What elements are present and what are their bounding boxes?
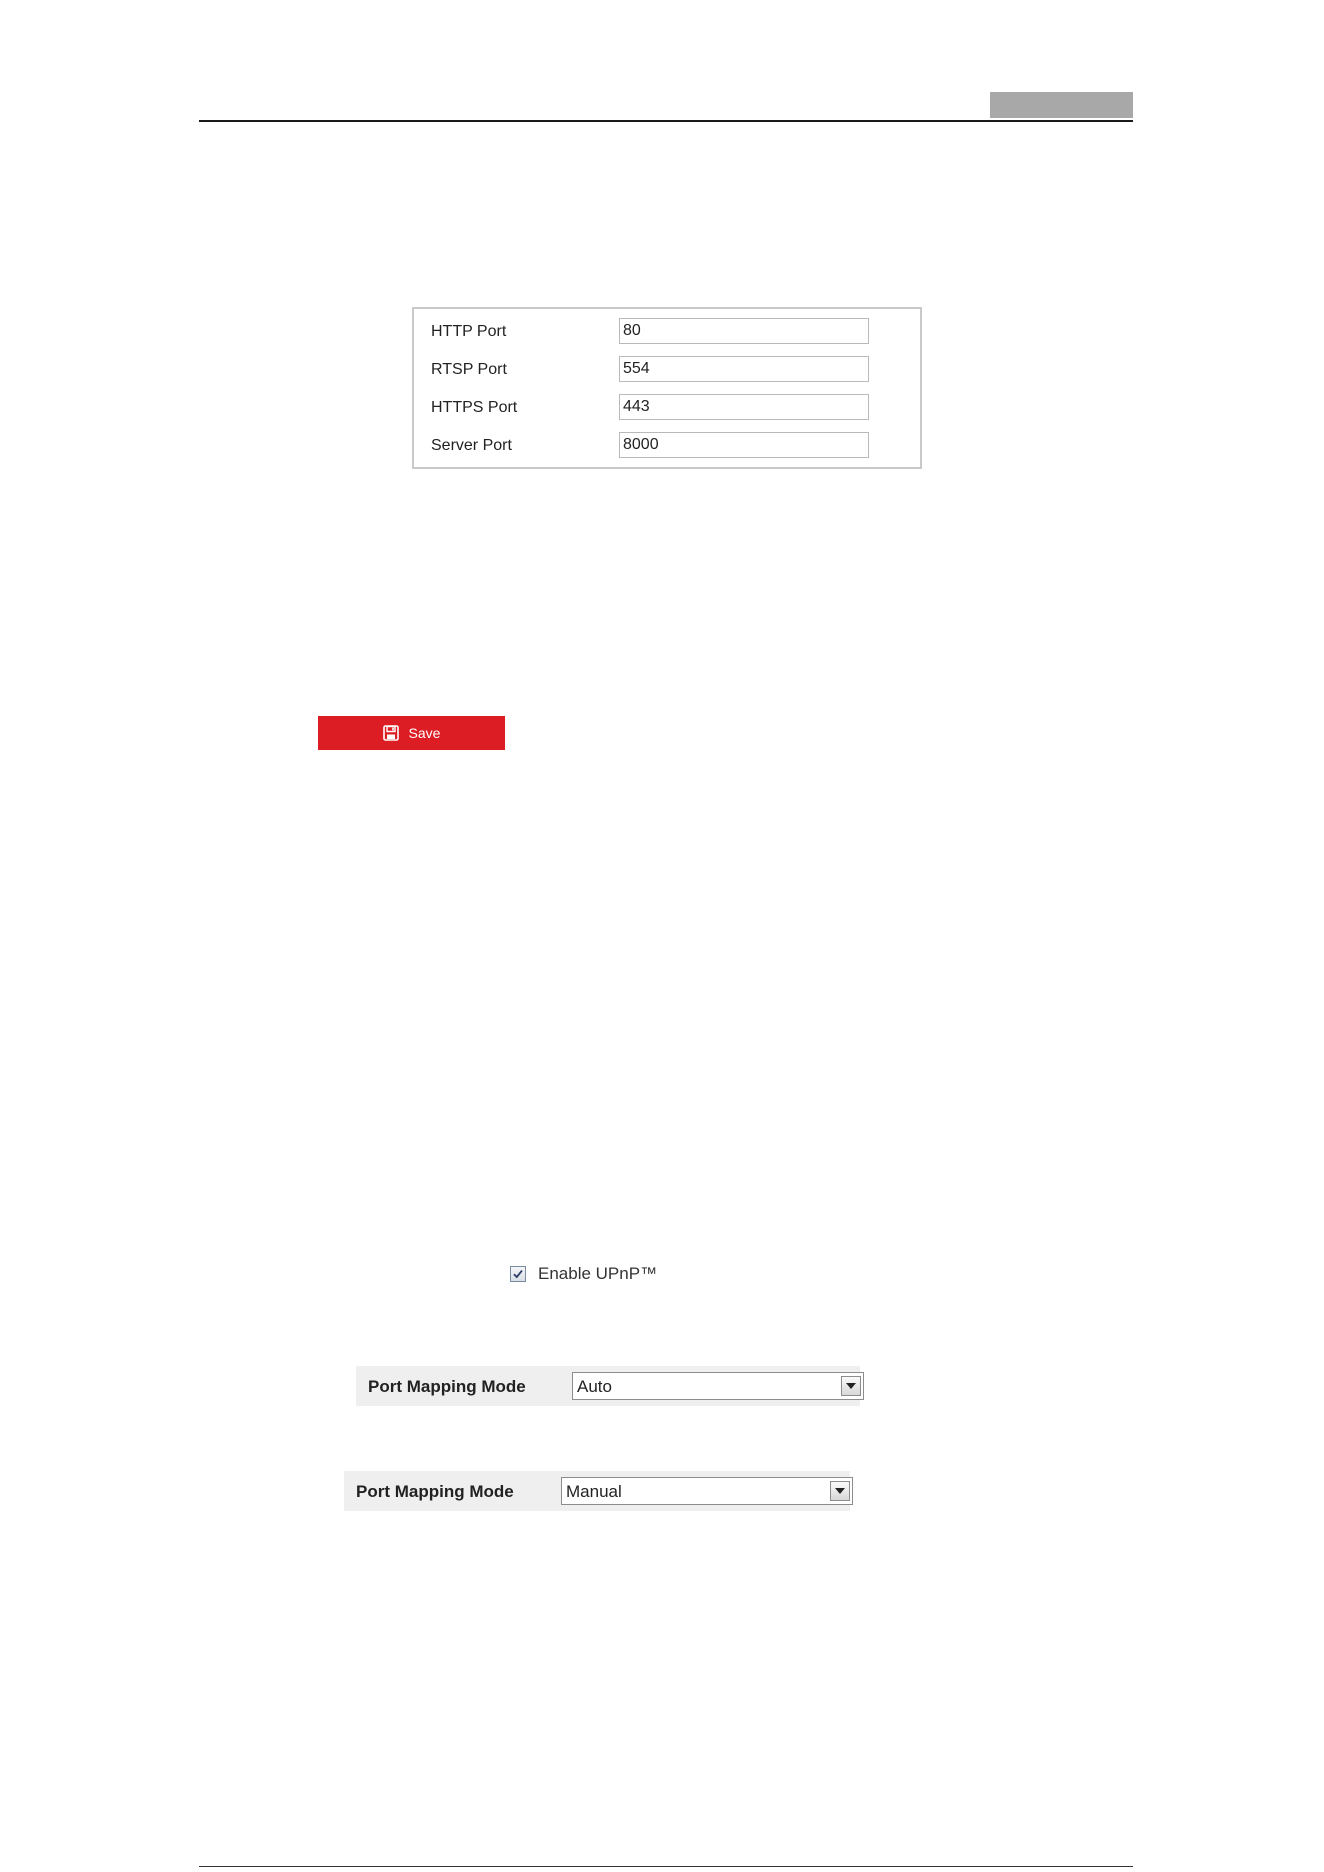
checkmark-icon xyxy=(512,1268,524,1280)
dropdown-arrow-icon[interactable] xyxy=(841,1376,861,1396)
upnp-option xyxy=(510,1264,657,1284)
port-mapping-mode-label: Port Mapping Mode xyxy=(368,1377,526,1396)
port-mapping-mode-select[interactable] xyxy=(572,1372,864,1400)
header-tab xyxy=(990,92,1133,118)
port-row-server xyxy=(414,432,920,460)
dropdown-arrow-icon[interactable] xyxy=(830,1481,850,1501)
save-button-label: Save xyxy=(408,725,441,741)
enable-upnp-label: Enable UPnP™ xyxy=(538,1264,658,1283)
port-row-https xyxy=(414,394,920,422)
save-button[interactable] xyxy=(318,716,505,750)
https-port-label: HTTPS Port xyxy=(431,399,518,416)
server-port-label: Server Port xyxy=(431,437,512,454)
https-port-input[interactable] xyxy=(619,394,869,420)
port-mapping-mode-select[interactable] xyxy=(561,1477,853,1505)
port-mapping-mode-label: Port Mapping Mode xyxy=(356,1482,514,1501)
port-mapping-mode-value: Auto xyxy=(577,1377,612,1396)
floppy-disk-icon xyxy=(383,725,399,741)
enable-upnp-checkbox[interactable] xyxy=(510,1266,526,1282)
port-settings-panel xyxy=(412,307,922,469)
port-row-http xyxy=(414,318,920,346)
http-port-label: HTTP Port xyxy=(431,323,507,340)
rtsp-port-label: RTSP Port xyxy=(431,361,507,378)
server-port-input[interactable] xyxy=(619,432,869,458)
port-mapping-row-auto xyxy=(356,1366,860,1406)
port-mapping-row-manual xyxy=(344,1471,850,1511)
header-divider xyxy=(199,120,1133,122)
footer-divider xyxy=(199,1866,1133,1867)
port-row-rtsp xyxy=(414,356,920,384)
http-port-input[interactable] xyxy=(619,318,869,344)
port-mapping-mode-value: Manual xyxy=(566,1482,622,1501)
rtsp-port-input[interactable] xyxy=(619,356,869,382)
